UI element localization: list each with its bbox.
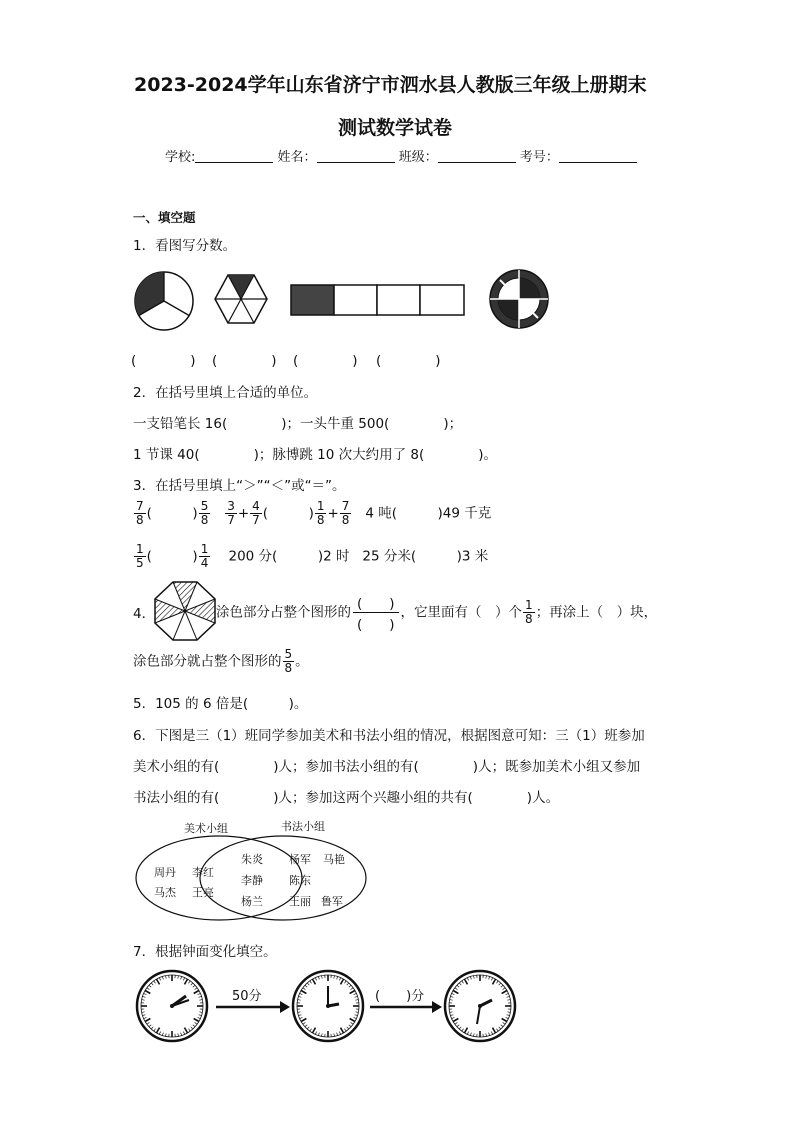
fraction-1-4: $\frac{1}{4}$ [200,542,209,570]
fraction-3-7: $\frac{3}{7}$ [227,499,235,527]
venn-right-name: 杨军 [289,853,311,866]
fraction-1-8: $\frac{1}{8}$ [316,499,325,527]
compare-blank[interactable]: ( ) [262,505,314,522]
fraction-bar-figure [290,284,466,316]
fraction-5-8: $\frac{5}{8}$ [284,647,293,675]
q1-blank-2[interactable]: ( ) [212,353,277,369]
student-info-row [165,146,637,165]
compare-blank[interactable]: ( ) [146,548,198,565]
venn-right-name: 鲁军 [321,895,343,908]
arrow-2-label[interactable]: ( )分 [375,989,425,1004]
q2-line-2[interactable]: 1 节课 40( )；脉博跳 10 次大约用了 8( )。 [133,447,498,463]
venn-left-name: 李红 [192,866,214,879]
exam-no-blank[interactable] [559,149,637,163]
q3-row-1: $\frac{7}{8}$ ( ) $\frac{5}{8}$ $\frac{3}{7}$ + $\frac{4}{7}$ ( ) $\frac{1}{8}$ + $\frac{7}{8}$ 4 吨( )49 千克 [136,499,492,527]
venn-both-name: 杨兰 [241,895,263,908]
octagon-figure [154,581,216,641]
question-5[interactable]: 5．105 的 6 倍是( )。 [133,696,308,712]
arrow-1-label: 50分 [232,989,262,1004]
venn-left-name: 王亮 [192,886,214,899]
compare-blank[interactable]: ( ) [146,505,198,522]
q3-row-2 [133,543,488,570]
venn-both-name: 李静 [241,874,263,887]
venn-left-label: 美术小组 [184,822,228,835]
venn-right-name: 陈东 [289,874,311,887]
fraction-hexagon-figure [214,272,268,326]
fraction-7-8: $\frac{7}{8}$ [341,499,350,527]
venn-left-name: 马杰 [154,886,176,899]
clock-face-2 [292,970,364,1042]
q2-line-1[interactable]: 一支铅笔长 16( )；一头牛重 500( )； [133,416,463,432]
page-title-line2: 测试数学试卷 [338,117,453,139]
clock-face-3 [444,970,516,1042]
question-7: 7．根据钟面变化填空。 [133,944,277,960]
exam-no-label: 考号： [519,150,559,165]
question-4-number: 4． [133,606,156,622]
fraction-1-5: $\frac{1}{5}$ [136,542,144,570]
venn-both-name: 朱炎 [241,853,263,866]
page-title-line1: 2023-2024学年山东省济宁市泗水县人教版三年级上册期末 [134,74,647,96]
question-1: 1．看图写分数。 [133,238,237,254]
fraction-5-8: $\frac{5}{8}$ [200,499,209,527]
fraction-7-8: $\frac{7}{8}$ [136,499,144,527]
compare-minutes-hours[interactable]: 200 分( )2 时 [228,548,350,565]
fraction-ring-figure [488,268,550,330]
q4-fraction-blank[interactable]: ( ) ( ) [353,592,399,633]
question-6-line-1: 6．下图是三（1）班同学参加美术和书法小组的情况，根据图意可知：三（1）班参加 [133,728,645,744]
q1-blank-4[interactable]: ( ) [376,353,441,369]
class-blank[interactable] [438,149,516,163]
name-blank[interactable] [317,149,395,163]
clock-face-1 [136,970,208,1042]
name-label: 姓名： [277,150,317,165]
school-blank[interactable] [195,149,273,163]
venn-left-name: 周丹 [154,866,176,879]
venn-right-name: 马艳 [323,853,345,866]
q4-line-2: 涂色部分就占整个图形的 $\frac{5}{8}$ 。 [133,647,309,675]
q1-blank-1[interactable]: ( ) [131,353,196,369]
section-heading: 一、填空题 [133,210,196,225]
question-3: 3．在括号里填上“＞”“＜”或“＝”。 [133,478,346,494]
q4-line-1: 涂色部分占整个图形的 ( ) ( ) ，它里面有（ ）个 $\frac{1}{8}$ ；再涂上（ ）块， [216,592,657,633]
fraction-circle-figure [133,270,195,332]
compare-dm-m[interactable]: 25 分米( )3 米 [362,548,489,565]
venn-right-name: 王丽 [289,895,311,908]
school-label: 学校: [165,150,196,165]
class-label: 班级： [398,150,438,165]
fraction-1-8: $\frac{1}{8}$ [525,598,533,626]
q1-blank-3[interactable]: ( ) [293,353,358,369]
compare-tons-kg[interactable]: 4 吨( )49 千克 [365,505,492,522]
question-2: 2．在括号里填上合适的单位。 [133,385,318,401]
fraction-4-7: $\frac{4}{7}$ [252,499,260,527]
question-6-line-3[interactable]: 书法小组的有( )人；参加这两个兴趣小组的共有( )人。 [133,790,560,806]
question-6-line-2[interactable]: 美术小组的有( )人；参加书法小组的有( )人；既参加美术小组又参加 [133,759,641,775]
venn-right-label: 书法小组 [281,820,325,833]
